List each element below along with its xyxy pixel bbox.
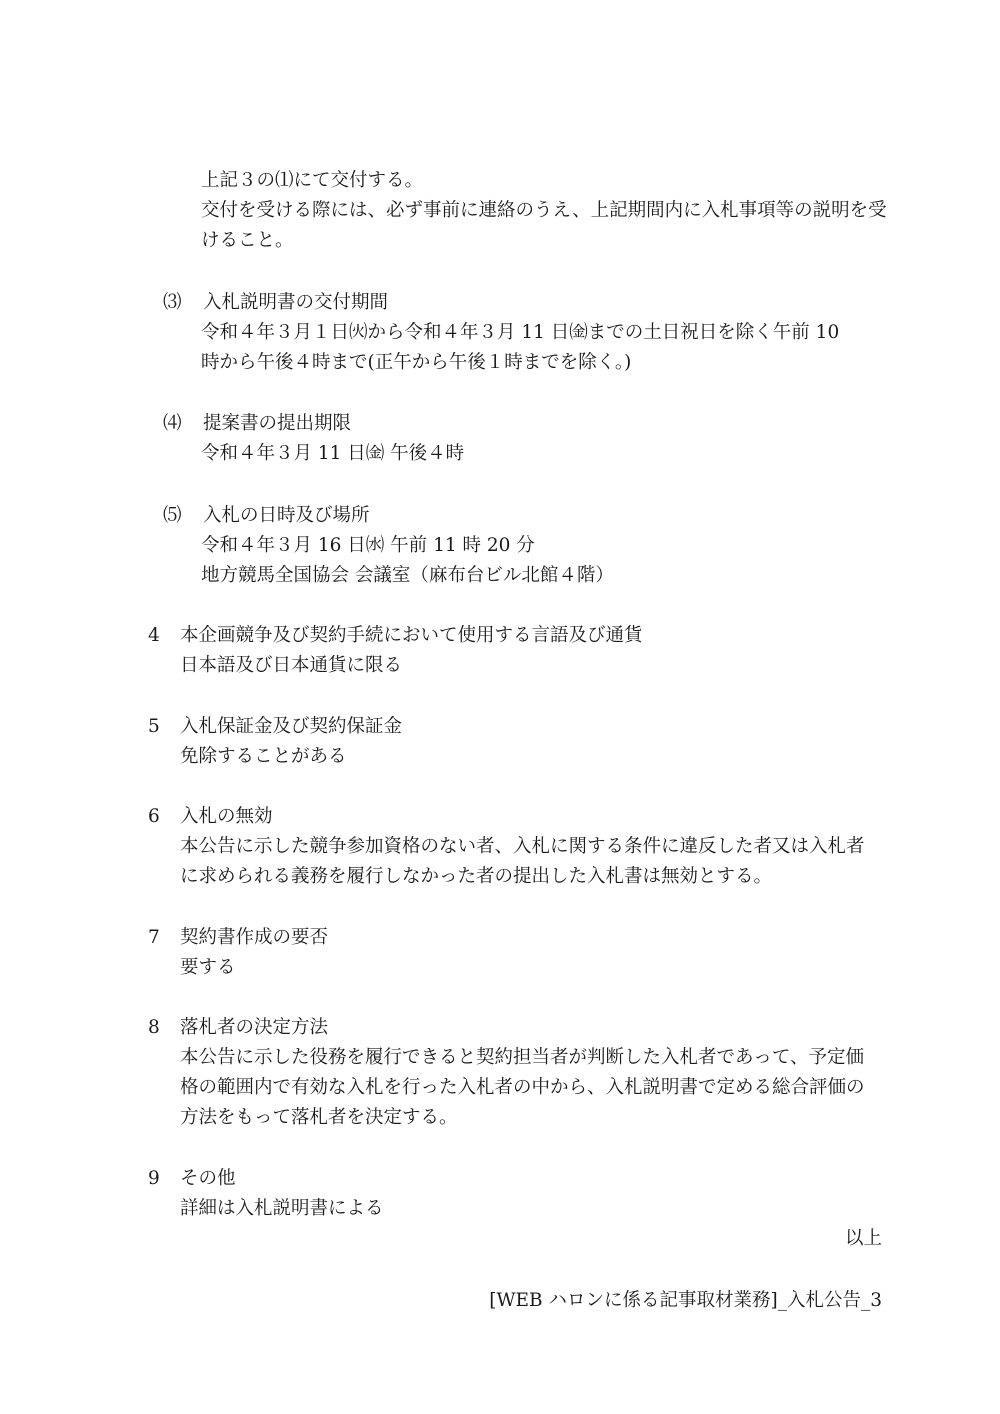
- closing-text: 以上: [844, 1228, 882, 1249]
- subsection-line: 地方競馬全国協会 会議室（麻布台ビル北館４階）: [201, 565, 614, 586]
- section-line: 本公告に示した役務を履行できると契約担当者が判断した入札者であって、予定価: [180, 1047, 864, 1068]
- subsection-number: ⑷: [163, 413, 182, 434]
- section-line: 本公告に示した競争参加資格のない者、入札に関する条件に違反した者又は入札者: [180, 836, 865, 857]
- intro-line: けること。: [201, 230, 294, 251]
- intro-line: 上記３の⑴にて交付する。: [201, 170, 424, 191]
- section-line: 免除することがある: [180, 746, 347, 767]
- subsection-line: 時から午後４時まで(正午から午後１時までを除く。): [201, 352, 632, 373]
- subsection-line: 令和４年３月 16 日㈬ 午前 11 時 20 分: [201, 535, 535, 556]
- section-line: 要する: [180, 957, 236, 978]
- subsection-title: 提案書の提出期限: [203, 413, 352, 434]
- section-number: 5: [148, 716, 160, 737]
- section-title: その他: [180, 1168, 236, 1189]
- section-number: 7: [148, 927, 160, 948]
- section-line: に求められる義務を履行しなかった者の提出した入札書は無効とする。: [180, 866, 773, 887]
- subsection-title: 入札説明書の交付期間: [203, 292, 389, 313]
- section-line: 日本語及び日本通貨に限る: [180, 655, 403, 676]
- subsection-line: 令和４年３月 11 日㈮ 午後４時: [201, 443, 465, 464]
- subsection-number: ⑸: [163, 505, 182, 526]
- section-number: 8: [148, 1017, 160, 1038]
- section-number: 6: [148, 806, 160, 827]
- section-line: 方法をもって落札者を決定する。: [180, 1107, 458, 1128]
- subsection-title: 入札の日時及び場所: [203, 505, 370, 526]
- section-title: 本企画競争及び契約手続において使用する言語及び通貨: [180, 625, 643, 646]
- section-number: 9: [148, 1168, 160, 1189]
- section-number: 4: [148, 625, 160, 646]
- section-line: 格の範囲内で有効な入札を行った入札者の中から、入札説明書で定める総合評価の: [180, 1077, 865, 1098]
- section-title: 入札保証金及び契約保証金: [180, 716, 403, 737]
- section-line: 詳細は入札説明書による: [180, 1198, 384, 1219]
- section-title: 契約書作成の要否: [180, 927, 329, 948]
- document-footer: [WEB ハロンに係る記事取材業務]_入札公告_3: [489, 1290, 882, 1311]
- section-title: 落札者の決定方法: [180, 1017, 329, 1038]
- intro-line: 交付を受ける際には、必ず事前に連絡のうえ、上記期間内に入札事項等の説明を受: [201, 200, 887, 221]
- subsection-number: ⑶: [163, 292, 182, 313]
- subsection-line: 令和４年３月１日㈫から令和４年３月 11 日㈮までの土日祝日を除く午前 10: [201, 322, 840, 343]
- section-title: 入札の無効: [180, 806, 273, 827]
